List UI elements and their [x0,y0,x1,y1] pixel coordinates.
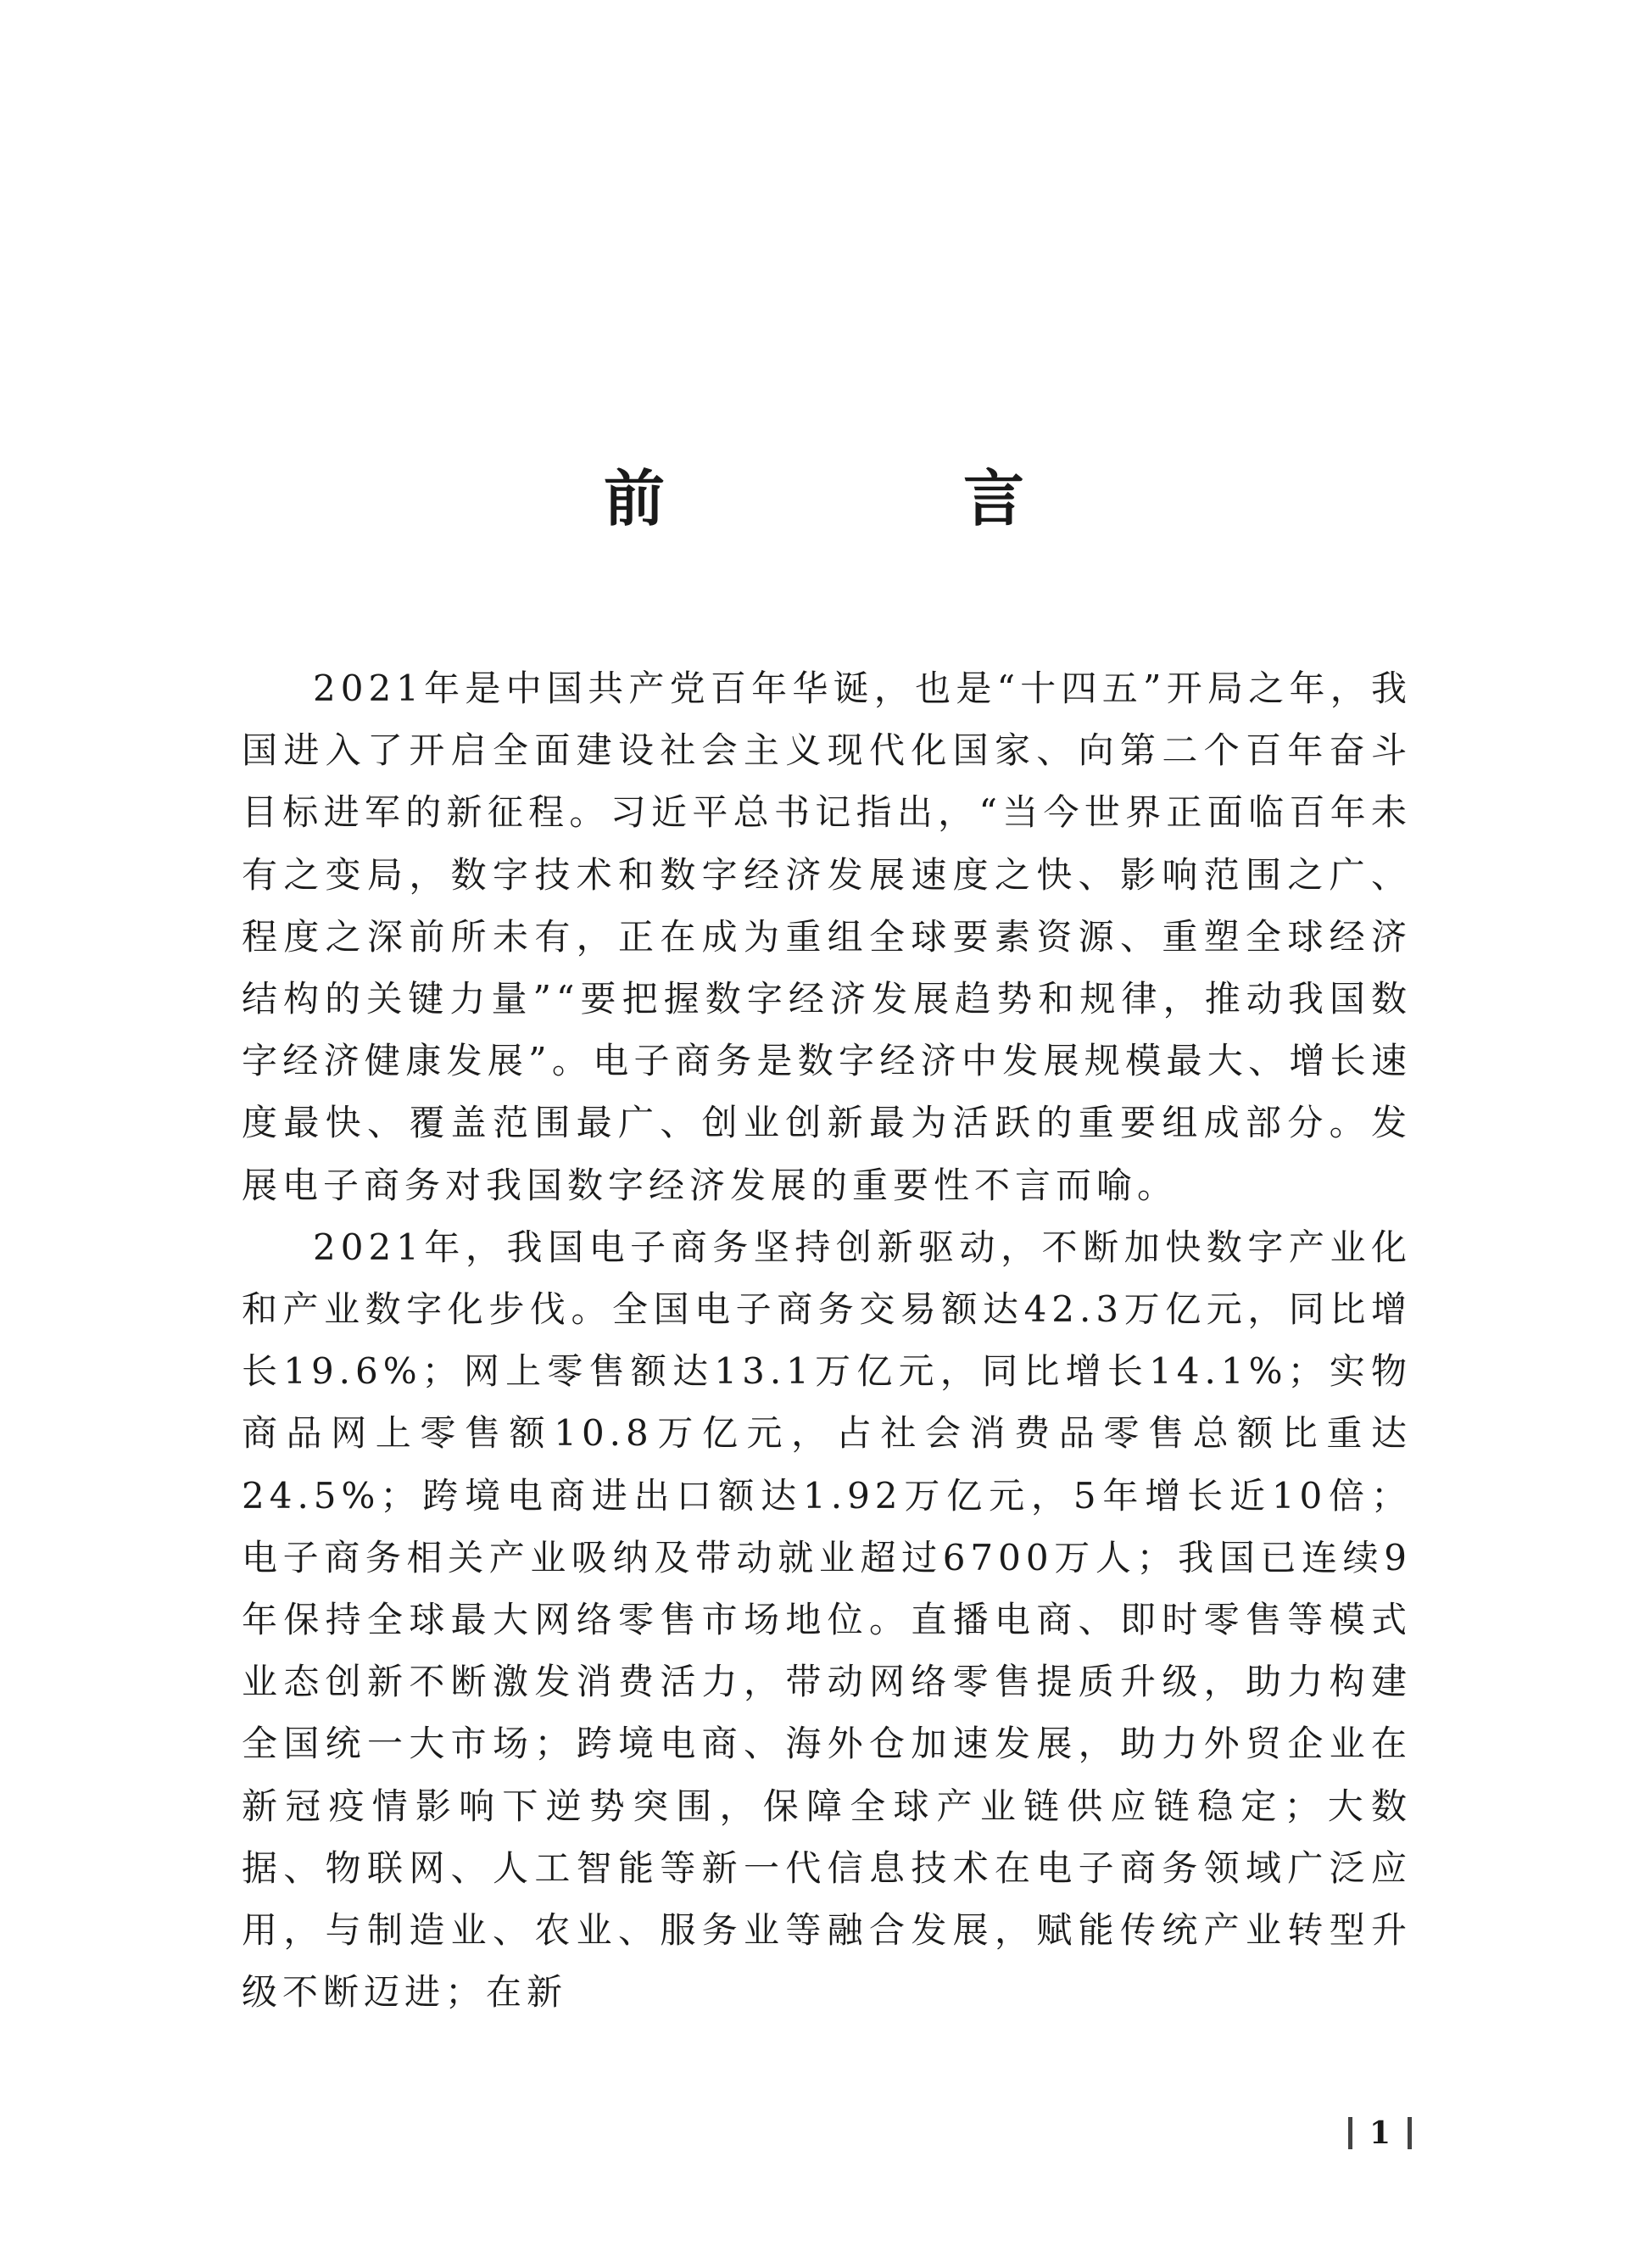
page-number-right-bar [1408,2117,1412,2149]
paragraph-1: 2021年是中国共产党百年华诞，也是“十四五”开局之年，我国进入了开启全面建设社会主义现代化国家、向第二个百年奋斗目标进军的新征程。习近平总书记指出，“当今世界正面临百年未有之变局，数字技术和数字经济发展速度之快、影响范围之广、程度之深前所未有，正在成为重组全球要素资源、重塑全球经济结构的关键力量”“要把握数字经济发展趋势和规律，推动我国数字经济健康发展”。电子商务是数字经济中发展规模最大、增长速度最快、覆盖范围最广、创业创新最为活跃的重要组成部分。发展电子商务对我国数字经济发展的重要性不言而喻。 [242,668,1412,1206]
page-title: 前 言 [603,462,1143,535]
page-number-text: 1 [1369,2115,1391,2151]
paragraph-2: 2021年，我国电子商务坚持创新驱动，不断加快数字产业化和产业数字化步伐。全国电子商务交易额达42.3万亿元，同比增长19.6%；网上零售额达13.1万亿元，同比增长14.1%；实物商品网上零售额10.8万亿元，占社会消费品零售总额比重达24.5%；跨境电商进出口额达1.92万亿元，5年增长近10倍；电子商务相关产业吸纳及带动就业超过6700万人；我国已连续9年保持全球最大网络零售市场地位。直播电商、即时零售等模式业态创新不断激发消费活力，带动网络零售提质升级，助力构建全国统一大市场；跨境电商、海外仓加速发展，助力外贸企业在新冠疫情影响下逆势突围，保障全球产业链供应链稳定；大数据、物联网、人工智能等新一代信息技术在电子商务领域广泛应用，与制造业、农业、服务业等融合发展，赋能传统产业转型升级不断迈进；在新 [242,1226,1412,2014]
page-number [1348,2116,1412,2150]
body-text [242,657,1412,2023]
page-number-left-bar [1348,2117,1352,2149]
